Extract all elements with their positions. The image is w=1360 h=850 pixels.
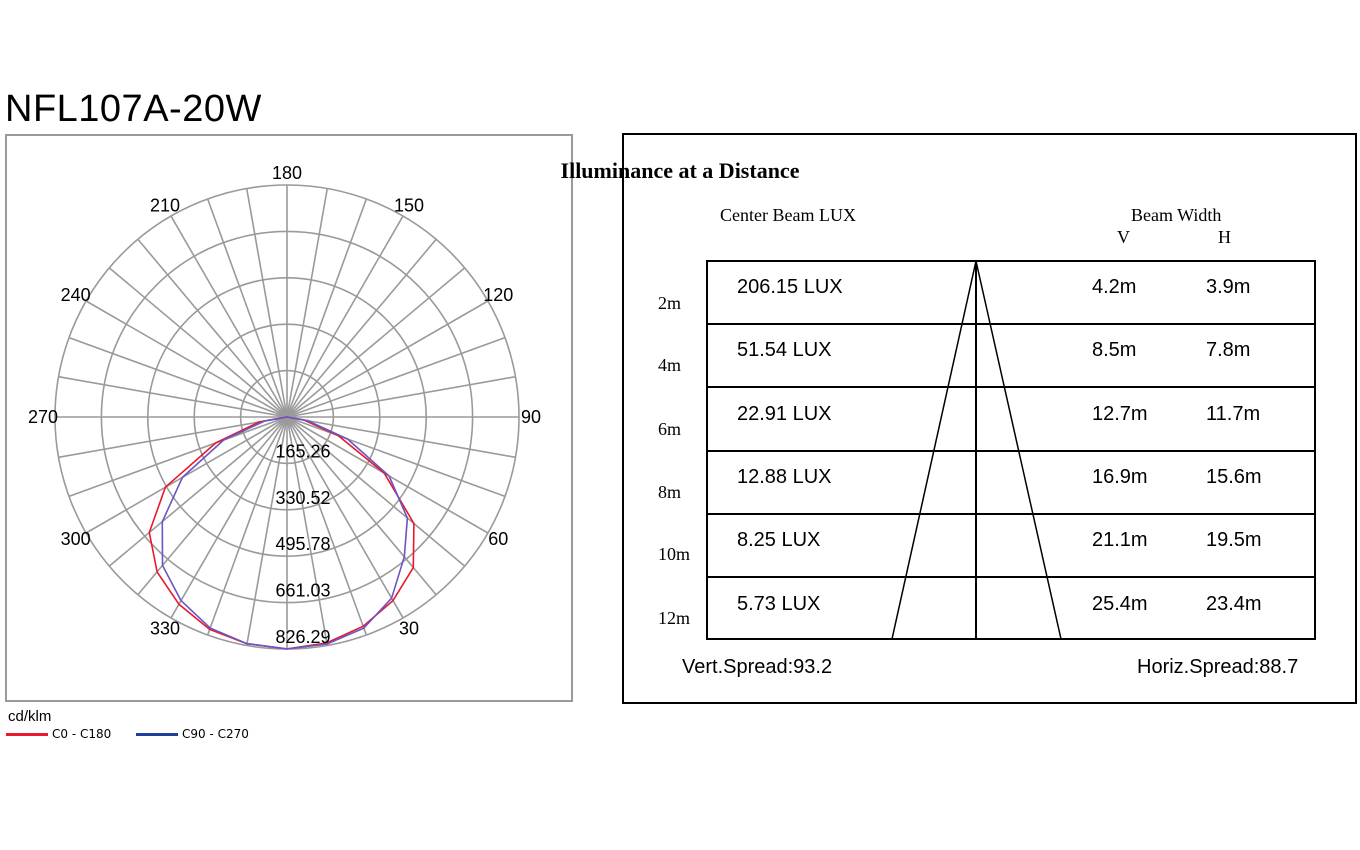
distance-label: 4m — [658, 355, 682, 375]
angle-label: 270 — [27, 407, 59, 427]
beam-width-v: 16.9m — [1092, 466, 1148, 488]
angle-label: 300 — [60, 529, 91, 549]
legend-label-c90: C90 - C270 — [182, 727, 249, 741]
illuminance-title: Illuminance at a Distance — [560, 158, 800, 183]
beam-width-h: 15.6m — [1206, 466, 1262, 488]
beam-width-h: 11.7m — [1206, 403, 1261, 425]
angle-label: 330 — [149, 618, 181, 639]
angle-label: 30 — [398, 618, 420, 639]
distance-label: 12m — [658, 608, 691, 628]
lux-value: 12.88 LUX — [737, 466, 832, 488]
radial-value-label: 495.78 — [275, 534, 331, 555]
distance-label: 6m — [658, 419, 682, 439]
angle-label: 120 — [483, 285, 514, 305]
lux-value: 206.15 LUX — [737, 276, 843, 298]
beam-width-header: Beam Width — [1131, 205, 1222, 225]
legend-label-c0: C0 - C180 — [52, 727, 112, 741]
h-header: H — [1218, 227, 1231, 247]
radial-value-label: 826.29 — [275, 627, 331, 647]
beam-width-h: 7.8m — [1206, 339, 1251, 361]
vert-spread: Vert.Spread:93.2 — [682, 656, 833, 678]
beam-width-h: 3.9m — [1206, 276, 1251, 298]
radial-value-label: 330.52 — [275, 487, 331, 508]
lux-value: 51.54 LUX — [737, 339, 832, 361]
lux-value: 8.25 LUX — [737, 529, 821, 551]
beam-width-h: 23.4m — [1206, 593, 1262, 615]
beam-width-v: 8.5m — [1092, 339, 1137, 361]
beam-width-v: 4.2m — [1092, 276, 1137, 298]
product-title: NFL107A-20W — [5, 88, 262, 130]
distance-label: 10m — [658, 544, 691, 564]
angle-label: 210 — [149, 195, 181, 216]
radial-value-label: 661.03 — [275, 580, 331, 601]
beam-width-v: 21.1m — [1092, 529, 1148, 551]
radial-value-label: 165.26 — [275, 441, 331, 462]
angle-label: 150 — [393, 195, 425, 216]
horiz-spread: Horiz.Spread:88.7 — [1137, 656, 1299, 678]
unit-label: cd/klm — [8, 708, 52, 725]
distance-label: 8m — [658, 482, 682, 502]
lux-value: 5.73 LUX — [737, 593, 821, 615]
beam-width-h: 19.5m — [1206, 529, 1262, 551]
lux-value: 22.91 LUX — [737, 403, 832, 425]
angle-label: 180 — [271, 163, 303, 183]
beam-width-v: 12.7m — [1092, 403, 1148, 425]
v-header: V — [1117, 227, 1130, 247]
beam-width-v: 25.4m — [1092, 593, 1148, 615]
angle-label: 60 — [488, 529, 509, 549]
center-beam-header: Center Beam LUX — [720, 205, 856, 225]
angle-label: 240 — [60, 285, 91, 305]
distance-label: 2m — [658, 293, 682, 313]
angle-label: 90 — [520, 407, 542, 427]
